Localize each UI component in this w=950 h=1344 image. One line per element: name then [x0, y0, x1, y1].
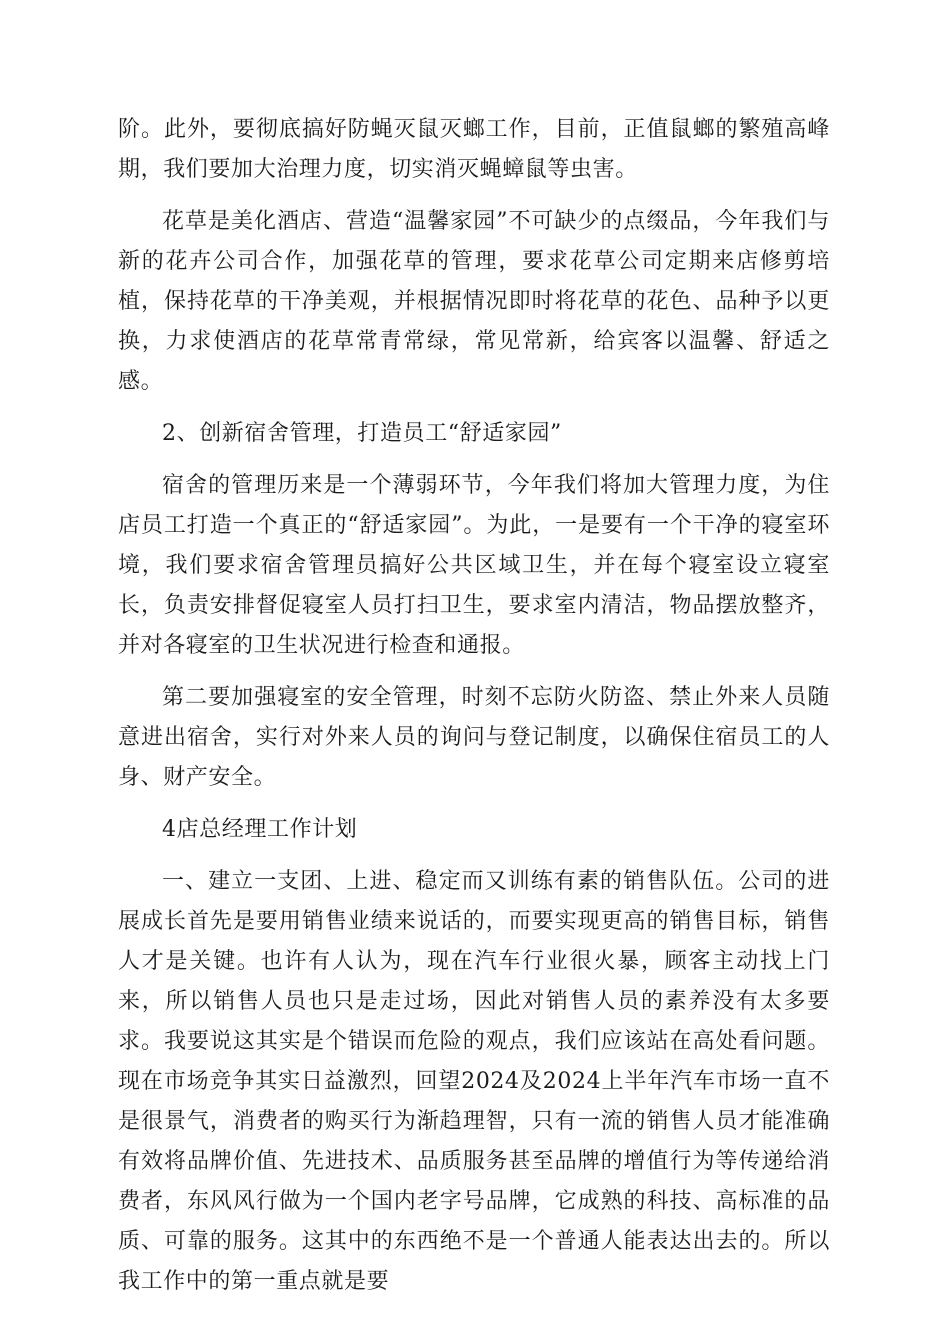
- paragraph-dormitory-hygiene: 宿舍的管理历来是一个薄弱环节，今年我们将加大管理力度，为住店员工打造一个真正的“舒适家园”。为此，一是要有一个干净的寝室环境，我们要求宿舍管理员搞好公共区域卫生，并在每个寝室设立寝室长，负责安排督促寝室人员打扫卫生，要求室内清洁，物品摆放整齐，并对各寝室的卫生状况进行检查和通报。: [118, 473, 830, 658]
- document-body: [118, 110, 830, 1314]
- paragraph-pest-control: 阶。此外，要彻底搞好防蝇灭鼠灭螂工作，目前，正值鼠螂的繁殖高峰期，我们要加大治理力度，切实消灭蝇蟑鼠等虫害。: [118, 117, 830, 182]
- paragraph-dormitory-safety: 第二要加强寝室的安全管理，时刻不忘防火防盗、禁止外来人员随意进出宿舍，实行对外来人员的询问与登记制度，以确保住宿员工的人身、财产安全。: [118, 685, 830, 790]
- paragraph-flowers: 花草是美化酒店、营造“温馨家园”不可缺少的点缀品，今年我们与新的花卉公司合作，加强花草的管理，要求花草公司定期来店修剪培植，保持花草的干净美观，并根据情况即时将花草的花色、品种予以更换，力求使酒店的花草常青常绿，常见常新，给宾客以温馨、舒适之感。: [118, 209, 830, 394]
- section-heading-work-plan: 4店总经理工作计划: [162, 817, 358, 842]
- section-heading-dormitory: 2、创新宿舍管理，打造员工“舒适家园”: [162, 421, 562, 446]
- paragraph-sales-team: 一、建立一支团、上进、稳定而又训练有素的销售队伍。公司的进展成长首先是要用销售业绩来说话的，而要实现更高的销售目标，销售人才是关键。也许有人认为，现在汽车行业很火暴，顾客主动找上门来，所以销售人员也只是走过场，因此对销售人员的素养没有太多要求。我要说这其实是个错误而危险的观点，我们应该站在高处看问题。现在市场竞争其实日益激烈，回望2024及2024上半年汽车市场一直不是很景气，消费者的购买行为渐趋理智，只有一流的销售人员才能准确有效将品牌价值、先进技术、品质服务甚至品牌的增值行为等传递给消费者，东风风行做为一个国内老字号品牌，它成熟的科技、高标准的品质、可靠的服务。这其中的东西绝不是一个普通人能表达出去的。所以我工作中的第一重点就是要: [118, 869, 830, 1294]
